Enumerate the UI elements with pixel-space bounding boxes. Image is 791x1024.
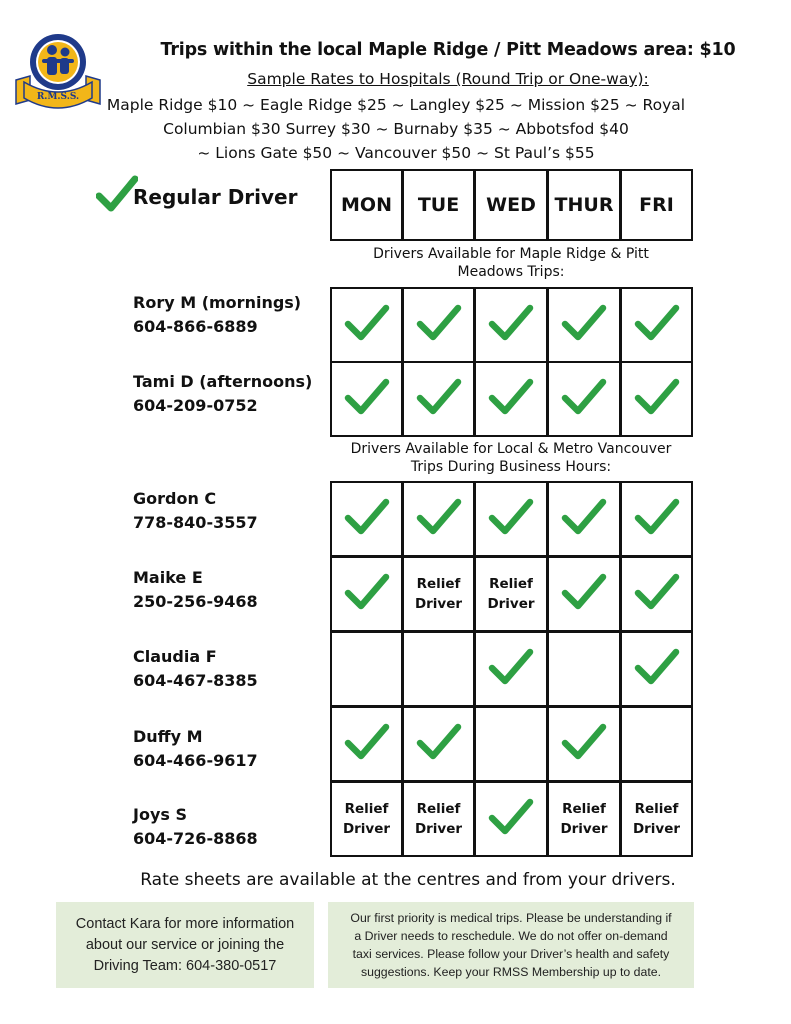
schedule-cell (620, 361, 693, 437)
schedule-cell (330, 361, 403, 437)
checkmark-icon (96, 174, 138, 214)
rmss-logo (12, 30, 104, 110)
relief-line: Relief (344, 801, 389, 817)
checkmark-icon (344, 376, 390, 422)
schedule-cell (547, 361, 621, 437)
relief-driver-label (487, 574, 534, 614)
day-header-mon: MON (330, 169, 403, 241)
checkmark-icon (416, 376, 462, 422)
driver-info (133, 803, 258, 851)
rates-line: Maple Ridge $10 ~ Eagle Ridge $25 ~ Langley $25 ~ Mission $25 ~ Royal (106, 96, 686, 114)
contact-line: about our service or joining the (85, 936, 285, 953)
checkmark-icon (634, 376, 680, 422)
schedule-cell (402, 631, 475, 707)
contact-line: Driving Team: 604-380-0517 (93, 957, 277, 974)
driver-phone: 604-866-6889 (133, 317, 258, 336)
schedule-cell (330, 481, 403, 557)
relief-driver-label (415, 574, 462, 614)
relief-line: Relief (416, 801, 461, 817)
driver-info (133, 725, 258, 773)
schedule-cell (402, 287, 475, 363)
relief-driver-label (343, 799, 390, 839)
checkmark-icon (488, 302, 534, 348)
relief-line: Relief (634, 801, 679, 817)
checkmark-icon (634, 496, 680, 542)
checkmark-icon (561, 496, 607, 542)
driver-phone: 604-726-8868 (133, 829, 258, 848)
relief-line: Driver (632, 821, 681, 837)
relief-driver-label (633, 799, 680, 839)
relief-line: Relief (562, 801, 606, 817)
schedule-cell (474, 287, 548, 363)
driver-phone: 778-840-3557 (133, 513, 258, 532)
contact-line: Contact Kara for more information (75, 915, 295, 932)
checkmark-icon (344, 302, 390, 348)
checkmark-icon (561, 376, 607, 422)
sample-rates (96, 93, 696, 165)
schedule-cell (330, 781, 403, 857)
schedule-cell (547, 481, 621, 557)
relief-driver-label (560, 799, 607, 839)
schedule-cell (547, 631, 621, 707)
schedule-cell (330, 706, 403, 782)
checkmark-icon (488, 376, 534, 422)
driver-info (133, 370, 312, 418)
legend-label: Regular Driver (133, 185, 298, 209)
relief-line: Driver (560, 821, 608, 837)
driver-info (133, 291, 301, 339)
checkmark-icon (416, 496, 462, 542)
relief-line: Driver (487, 596, 535, 612)
section-note-line: Trips During Business Hours: (410, 459, 612, 475)
schedule-cell (620, 631, 693, 707)
section-note (330, 440, 692, 476)
driver-name: Gordon C (133, 489, 217, 508)
relief-line: Relief (489, 576, 533, 592)
section-note-line: Meadows Trips: (457, 264, 565, 280)
checkmark-icon (561, 721, 607, 767)
checkmark-icon (344, 721, 390, 767)
schedule-cell (330, 287, 403, 363)
driver-phone: 604-209-0752 (133, 396, 258, 415)
schedule-cell (547, 706, 621, 782)
day-header-thur: THUR (547, 169, 621, 241)
driver-name: Tami D (afternoons) (133, 372, 313, 391)
checkmark-icon (344, 496, 390, 542)
rates-line: Columbian $30 Surrey $30 ~ Burnaby $35 ~ Abbotsfod $40 (163, 120, 629, 138)
rates-subtitle: Sample Rates to Hospitals (Round Trip or One-way): (247, 70, 649, 88)
day-header-tue: TUE (402, 169, 475, 241)
checkmark-icon (561, 571, 607, 617)
schedule-cell (620, 287, 693, 363)
schedule-cell (474, 361, 548, 437)
schedule-cell (474, 706, 548, 782)
driver-info (133, 645, 258, 693)
policy-line: a Driver needs to reschedule. We do not offer on-demand (354, 929, 668, 943)
schedule-cell (402, 361, 475, 437)
schedule-cell (402, 481, 475, 557)
policy-line: Our first priority is medical trips. Please be understanding if (350, 911, 672, 925)
relief-line: Relief (416, 576, 461, 592)
day-header-fri: FRI (620, 169, 693, 241)
schedule-cell (620, 481, 693, 557)
schedule-cell (402, 706, 475, 782)
schedule-cell (620, 706, 693, 782)
checkmark-icon (416, 302, 462, 348)
checkmark-icon (488, 796, 534, 842)
checkmark-icon (634, 571, 680, 617)
checkmark-icon (561, 302, 607, 348)
checkmark-icon (634, 646, 680, 692)
relief-line: Driver (414, 821, 463, 837)
policy-line: suggestions. Keep your RMSS Membership up to date. (360, 965, 662, 979)
schedule-cell (474, 481, 548, 557)
section-note (330, 245, 692, 281)
schedule-cell (402, 556, 475, 632)
driver-info (133, 566, 258, 614)
driver-name: Claudia F (133, 647, 217, 666)
relief-driver-label (415, 799, 462, 839)
rate-sheets-note: Rate sheets are available at the centres and from your drivers. (140, 870, 676, 890)
day-header-wed: WED (474, 169, 548, 241)
driver-phone: 604-467-8385 (133, 671, 258, 690)
schedule-cell (547, 287, 621, 363)
logo-text: R.M.S.S. (36, 92, 80, 102)
relief-line: Driver (414, 596, 463, 612)
schedule-cell (620, 781, 693, 857)
schedule-cell (547, 781, 621, 857)
schedule-cell (620, 556, 693, 632)
checkmark-icon (634, 302, 680, 348)
schedule-cell (474, 781, 548, 857)
schedule-cell (330, 556, 403, 632)
checkmark-icon (416, 721, 462, 767)
page-title: Trips within the local Maple Ridge / Pitt Meadows area: $10 (160, 40, 736, 60)
contact-box (56, 902, 314, 988)
rates-line: ~ Lions Gate $50 ~ Vancouver $50 ~ St Paul’s $55 (197, 144, 595, 162)
driver-phone: 604-466-9617 (133, 751, 258, 770)
checkmark-icon (488, 496, 534, 542)
schedule-cell (402, 781, 475, 857)
driver-info (133, 487, 258, 535)
checkmark-icon (488, 646, 534, 692)
driver-name: Joys S (133, 805, 187, 824)
relief-line: Driver (342, 821, 391, 837)
checkmark-icon (344, 571, 390, 617)
schedule-cell (330, 631, 403, 707)
schedule-cell (474, 556, 548, 632)
policy-line: taxi services. Please follow your Driver’s health and safety (352, 947, 670, 961)
policy-box (328, 902, 694, 988)
driver-phone: 250-256-9468 (133, 592, 258, 611)
schedule-cell (547, 556, 621, 632)
schedule-cell (474, 631, 548, 707)
driver-name: Duffy M (133, 727, 203, 746)
driver-name: Rory M (mornings) (133, 293, 302, 312)
driver-name: Maike E (133, 568, 203, 587)
section-note-line: Drivers Available for Maple Ridge & Pitt (373, 246, 649, 262)
section-note-line: Drivers Available for Local & Metro Vancouver (350, 441, 672, 457)
